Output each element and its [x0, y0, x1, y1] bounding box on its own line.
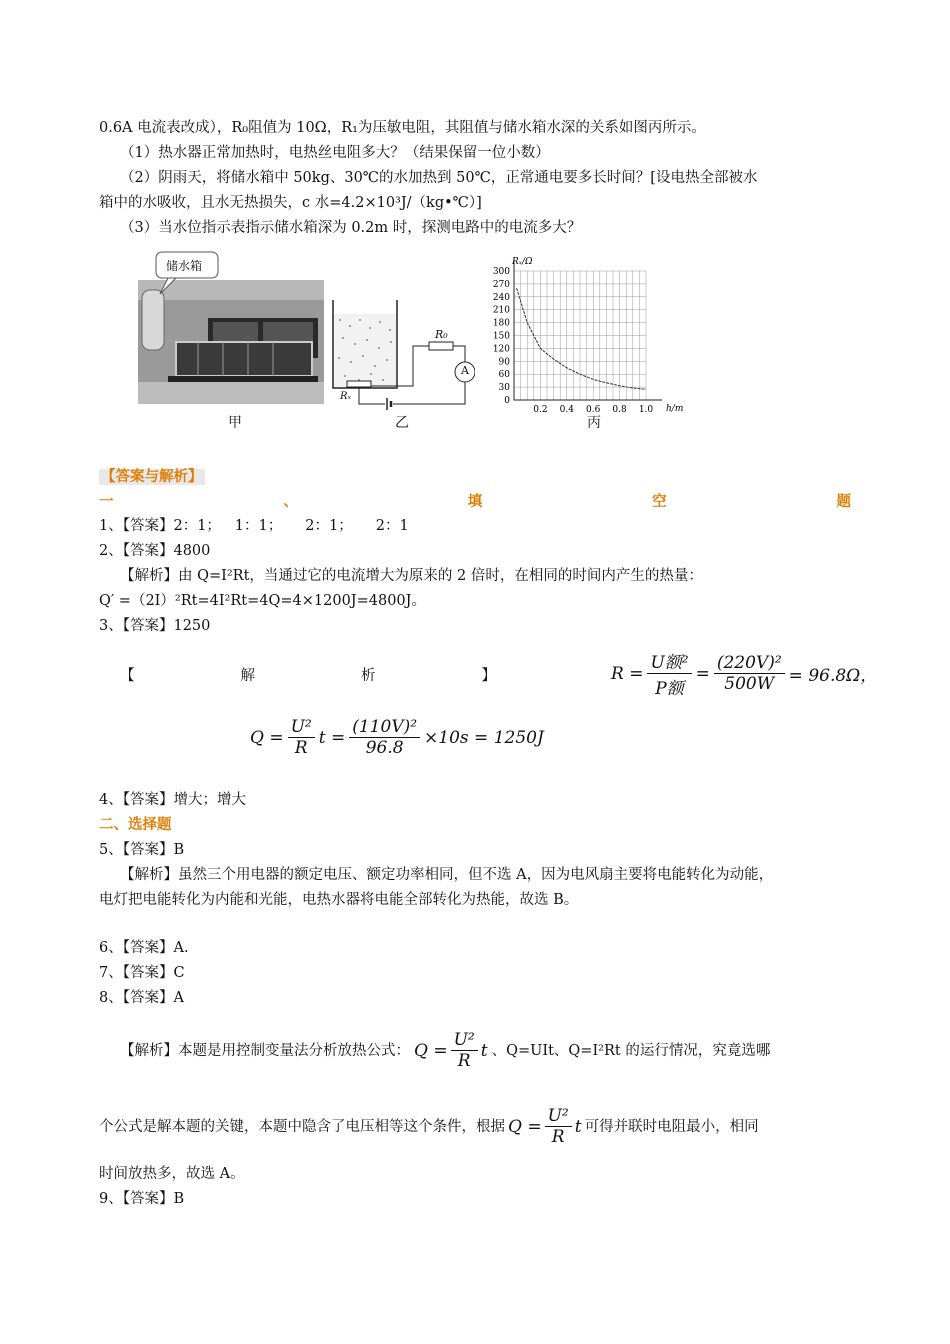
answer-5: 5、【答案】B [99, 842, 185, 858]
answer-8-explanation: 【解析】本题是用控制变量法分析放热公式： Q = $\frac{\text{U²}}{R}$ t 、Q=UIt、Q=I²Rt 的运行情况，究竟选哪 [120, 1030, 771, 1071]
section-1-title [99, 492, 851, 512]
question-2a: （2）阴雨天，将储水箱中 50kg、30℃的水加热到 50℃，正常通电要多长时间？[设电热全部被水 [120, 170, 758, 186]
chart-ytick-label: 240 [492, 292, 510, 303]
chart-xtick-label: 0.4 [559, 405, 574, 415]
answers-header: 【答案与解析】 [101, 469, 203, 485]
chart-ytick-label: 90 [498, 357, 510, 368]
answer-2: 2、【答案】4800 [99, 543, 211, 559]
section-2-title: 二、选择题 [99, 817, 172, 833]
section-1-char: 、 [283, 494, 298, 510]
chart-xtick-label: 0.6 [586, 405, 601, 415]
ammeter-label: A [461, 364, 469, 377]
section-1-char: 空 [652, 494, 667, 510]
chart-ylabel: Rₓ/Ω [512, 257, 533, 267]
answer-3: 3、【答案】1250 [99, 618, 211, 634]
chart-ytick-label: 0 [504, 396, 510, 406]
answer-3-explanation-label [120, 666, 496, 686]
rx-label: Rₓ [340, 391, 352, 402]
chart-ytick-label: 300 [492, 267, 510, 277]
answer-7: 7、【答案】C [99, 965, 185, 981]
answer-5-explanation-2: 电灯把电能转化为内能和光能，电热水器将电能全部转化为热能，故选 B。 [99, 892, 579, 908]
chart-axes [514, 261, 662, 400]
r0-label: R₀ [435, 328, 448, 341]
chart-ytick-label: 150 [492, 331, 510, 342]
formula-inline-2: Q = $\frac{\text{U²}}{R}$ t [508, 1106, 582, 1147]
bracket-left: 【 [120, 668, 135, 684]
section-1-char: 题 [836, 494, 851, 510]
answer-8-explanation-3: 时间放热多，故选 A。 [99, 1166, 245, 1182]
section-1-char: 一 [99, 494, 114, 510]
answer-9: 9、【答案】B [99, 1191, 185, 1207]
chart-xtick-label: 0.8 [612, 405, 627, 415]
caption-jia: 甲 [228, 415, 242, 431]
chart-ytick-label: 270 [492, 279, 510, 290]
formula-r: R = $\frac{\text{U额²}}{\text{P额}}$ = $\frac{\text{(220V)²}}{500W}$ = 96.8Ω， [611, 648, 877, 699]
figure-jia-tank-label: 储水箱 [166, 259, 203, 273]
question-2b: 箱中的水吸收，且水无热损失，c 水=4.2×10³J/（kg•℃）] [99, 195, 482, 211]
chart-xlabel: h/m [666, 404, 684, 414]
question-3: （3）当水位指示表指示储水箱深为 0.2m 时，探测电路中的电流多大？ [120, 220, 582, 236]
answer-4: 4、【答案】增大；增大 [99, 792, 246, 808]
chart-xtick-label: 1.0 [638, 405, 654, 415]
answer-8-explanation-2: 个公式是解本题的关键，本题中隐含了电压相等这个条件，根据 Q = $\frac{\text{U²}}{R}$ t 可得并联时电阻最小，相同 [99, 1106, 759, 1147]
chart-ytick-label: 120 [492, 344, 510, 355]
formula-q: Q = $\frac{\text{U²}}{R}$ t = $\frac{\text{(110V)²}}{96.8}$ ×10s = 1250J [250, 717, 544, 758]
answer-8: 8、【答案】A [99, 990, 184, 1006]
bracket-right: 】 [481, 668, 496, 684]
answer-6: 6、【答案】A. [99, 940, 189, 956]
answer-5-explanation: 【解析】虽然三个用电器的额定电压、额定功率相同，但不选 A，因为电风扇主要将电能转化为动能， [120, 867, 774, 883]
formula-inline-1: Q = $\frac{\text{U²}}{R}$ t [414, 1030, 488, 1071]
question-1: （1）热水器正常加热时，电热丝电阻多大？（结果保留一位小数） [120, 145, 550, 161]
chart-ytick-label: 180 [492, 318, 510, 329]
answer-2-explanation-2: Q′ =（2I）²Rt=4I²Rt=4Q=4×1200J=4800J。 [99, 593, 426, 609]
figure-bing-chart [482, 255, 692, 415]
caption-yi: 乙 [395, 415, 409, 431]
chart-ytick-label: 60 [498, 370, 510, 381]
exp-char: 解 [240, 668, 255, 684]
chart-ytick-label: 30 [498, 383, 510, 394]
chart-ytick-label: 210 [492, 305, 510, 316]
chart-xtick-label: 0.2 [533, 405, 548, 415]
intro-line-1: 0.6A 电流表改成），R₀阻值为 10Ω，R₁为压敏电阻，其阻值与储水箱水深的关系如图丙所示。 [99, 120, 706, 136]
caption-bing: 丙 [587, 415, 601, 431]
exp-char: 析 [361, 668, 376, 684]
section-1-char: 填 [467, 494, 483, 510]
answer-2-explanation: 【解析】由 Q=I²Rt，当通过它的电流增大为原来的 2 倍时，在相同的时间内产生的热量： [120, 568, 703, 584]
answer-1: 1、【答案】2：1； 1：1； 2：1； 2：1 [99, 518, 409, 534]
